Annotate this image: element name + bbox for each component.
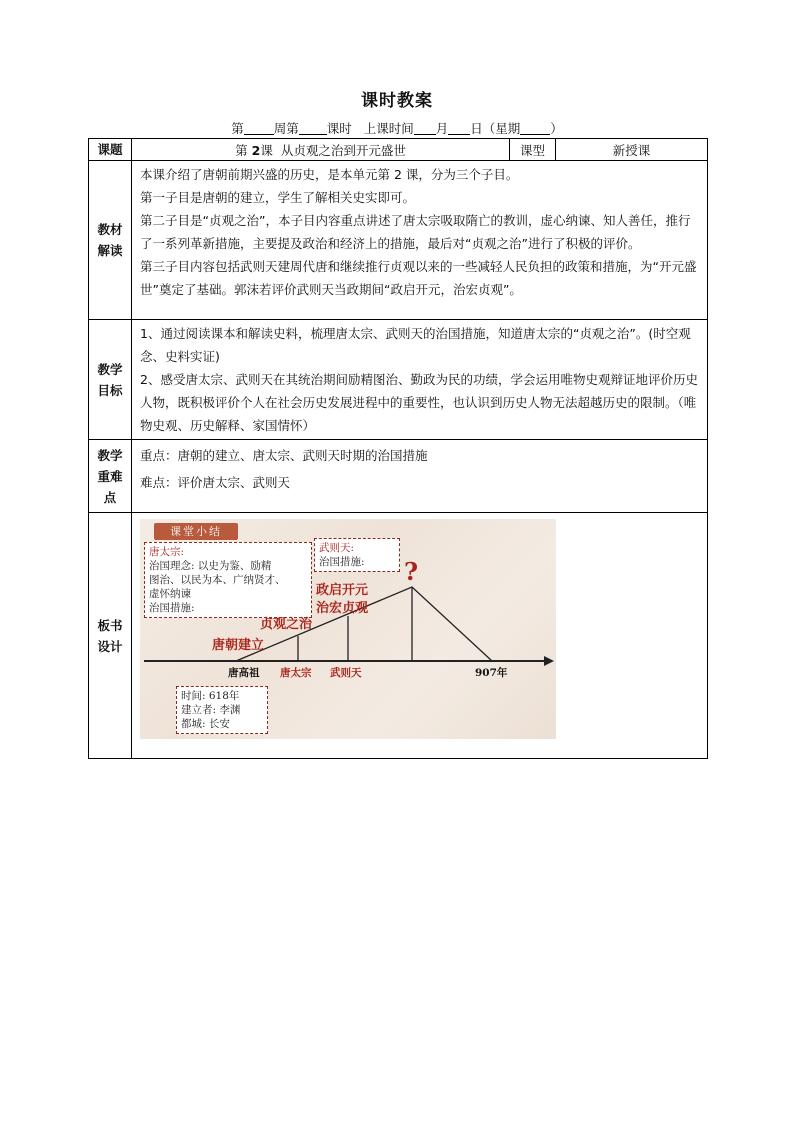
zhenguan-label: 贞观之治 — [260, 617, 313, 632]
material-content — [132, 161, 708, 320]
taizong-line-1: 治国理念: 以史为鉴、励精 — [149, 560, 272, 572]
week-prefix: 第 — [231, 121, 244, 136]
wu-line-1: 治国措施: — [319, 556, 365, 568]
day-blank[interactable] — [448, 122, 470, 135]
taizong-name: 唐太宗: — [149, 546, 185, 558]
period-prefix: 周第 — [273, 121, 299, 136]
period-blank[interactable] — [299, 122, 327, 135]
week-blank[interactable] — [244, 122, 274, 135]
month-blank[interactable] — [414, 122, 436, 135]
axis-end-year: 907年 — [475, 667, 508, 679]
founding-time: 时间: 618年 — [181, 690, 240, 702]
zhengqi-line-2: 治宏贞观 — [316, 601, 369, 616]
row-topic — [89, 139, 708, 161]
material-label-2: 解读 — [97, 243, 123, 258]
key-points-content — [132, 440, 708, 513]
taizong-box — [144, 542, 312, 618]
period-suffix: 课时 — [326, 121, 352, 136]
taizong-line-4: 治国措施: — [149, 602, 195, 614]
weekday-blank[interactable] — [520, 122, 550, 135]
founding-founder: 建立者: 李渊 — [181, 704, 241, 716]
summary-banner: 课堂小结 — [154, 523, 238, 540]
day-weekday-label: 日（星期 — [470, 121, 521, 136]
timeline-arrow — [544, 656, 554, 666]
key-label-1: 教学 — [97, 447, 123, 463]
question-mark: ? — [404, 557, 419, 586]
founding-capital: 都城: 长安 — [181, 718, 230, 730]
type-value: 新授课 — [556, 139, 708, 161]
key-points-label — [89, 440, 132, 513]
type-label: 课型 — [510, 139, 556, 161]
goals-para-1: 1、通过阅读课本和解读史料，梳理唐太宗、武则天的治国措施，知道唐太宗的“贞观之治”。(时空观念、史料实证) — [140, 326, 691, 364]
goals-label-2: 目标 — [97, 382, 123, 398]
material-label-1: 教材 — [97, 222, 123, 237]
lesson-prefix: 第 — [235, 142, 248, 158]
lesson-title-text: 课 从贞观之治到开元盛世 — [260, 142, 406, 158]
board-label-1: 板书 — [97, 617, 123, 633]
axis-taizong: 唐太宗 — [280, 667, 312, 679]
row-goals — [89, 320, 708, 440]
goals-para-2: 2、感受唐太宗、武则天在其统治期间励精图治、勤政为民的功绩，学会运用唯物史观辩证地评价历史人物，既积极评价个人在社会历史发展进程中的重要性，也认识到历史人物无法超越历史的限制。（唯物史观、历史解释、家国情怀） — [140, 372, 698, 433]
lesson-plan-table — [88, 138, 708, 759]
material-para-1: 本课介绍了唐朝前期兴盛的历史，是本单元第 2 课，分为三个子目。 — [140, 167, 519, 182]
row-material — [89, 161, 708, 320]
key-label-2: 重难 — [97, 468, 123, 484]
board-label-2: 设计 — [97, 638, 123, 654]
key-point: 重点：唐朝的建立、唐太宗、武则天时期的治国措施 — [140, 448, 428, 463]
lesson-number: 2 — [251, 142, 261, 158]
difficult-point: 难点：评价唐太宗、武则天 — [140, 475, 291, 490]
wu-box — [314, 538, 400, 572]
topic-label: 课题 — [89, 139, 132, 161]
founding-label: 唐朝建立 — [212, 638, 265, 653]
goals-label — [89, 320, 132, 440]
goals-label-1: 教学 — [97, 361, 123, 377]
material-label — [89, 161, 132, 320]
board-cell — [132, 513, 708, 759]
wu-name: 武则天: — [319, 542, 355, 554]
material-para-2: 第一子目是唐朝的建立，学生了解相关史实即可。 — [140, 190, 416, 205]
board-label — [89, 513, 132, 759]
key-label-3: 点 — [103, 489, 117, 505]
taizong-line-3: 虚怀纳谏 — [149, 588, 191, 600]
lesson-title — [132, 139, 510, 161]
axis-wu: 武则天 — [330, 667, 362, 679]
blackboard-diagram — [140, 519, 556, 739]
zhengqi-line-1: 政启开元 — [316, 583, 369, 598]
close-paren: ） — [550, 121, 563, 136]
lesson-info-line — [0, 119, 794, 137]
class-time-label: 上课时间 — [363, 121, 414, 136]
taizong-line-2: 图治、以民为本、广纳贤才、 — [149, 574, 286, 586]
month-label: 月 — [435, 121, 449, 136]
goals-content — [132, 320, 708, 440]
row-board-design — [89, 513, 708, 759]
axis-gaozu: 唐高祖 — [228, 667, 260, 679]
material-para-4: 第三子目内容包括武则天建周代唐和继续推行贞观以来的一些减轻人民负担的政策和措施，为“开元盛世”奠定了基础。郭沫若评价武则天当政期间“政启开元，治宏贞观”。 — [140, 259, 697, 297]
material-para-3: 第二子目是“贞观之治”，本子目内容重点讲述了唐太宗吸取隋亡的教训，虚心纳谏、知人善任，推行了一系列革新措施，主要提及政治和经济上的措施，最后对“贞观之治”进行了积极的评价。 — [140, 213, 691, 251]
row-key-points — [89, 440, 708, 513]
page-title: 课时教案 — [361, 91, 433, 111]
founding-box — [176, 686, 268, 734]
